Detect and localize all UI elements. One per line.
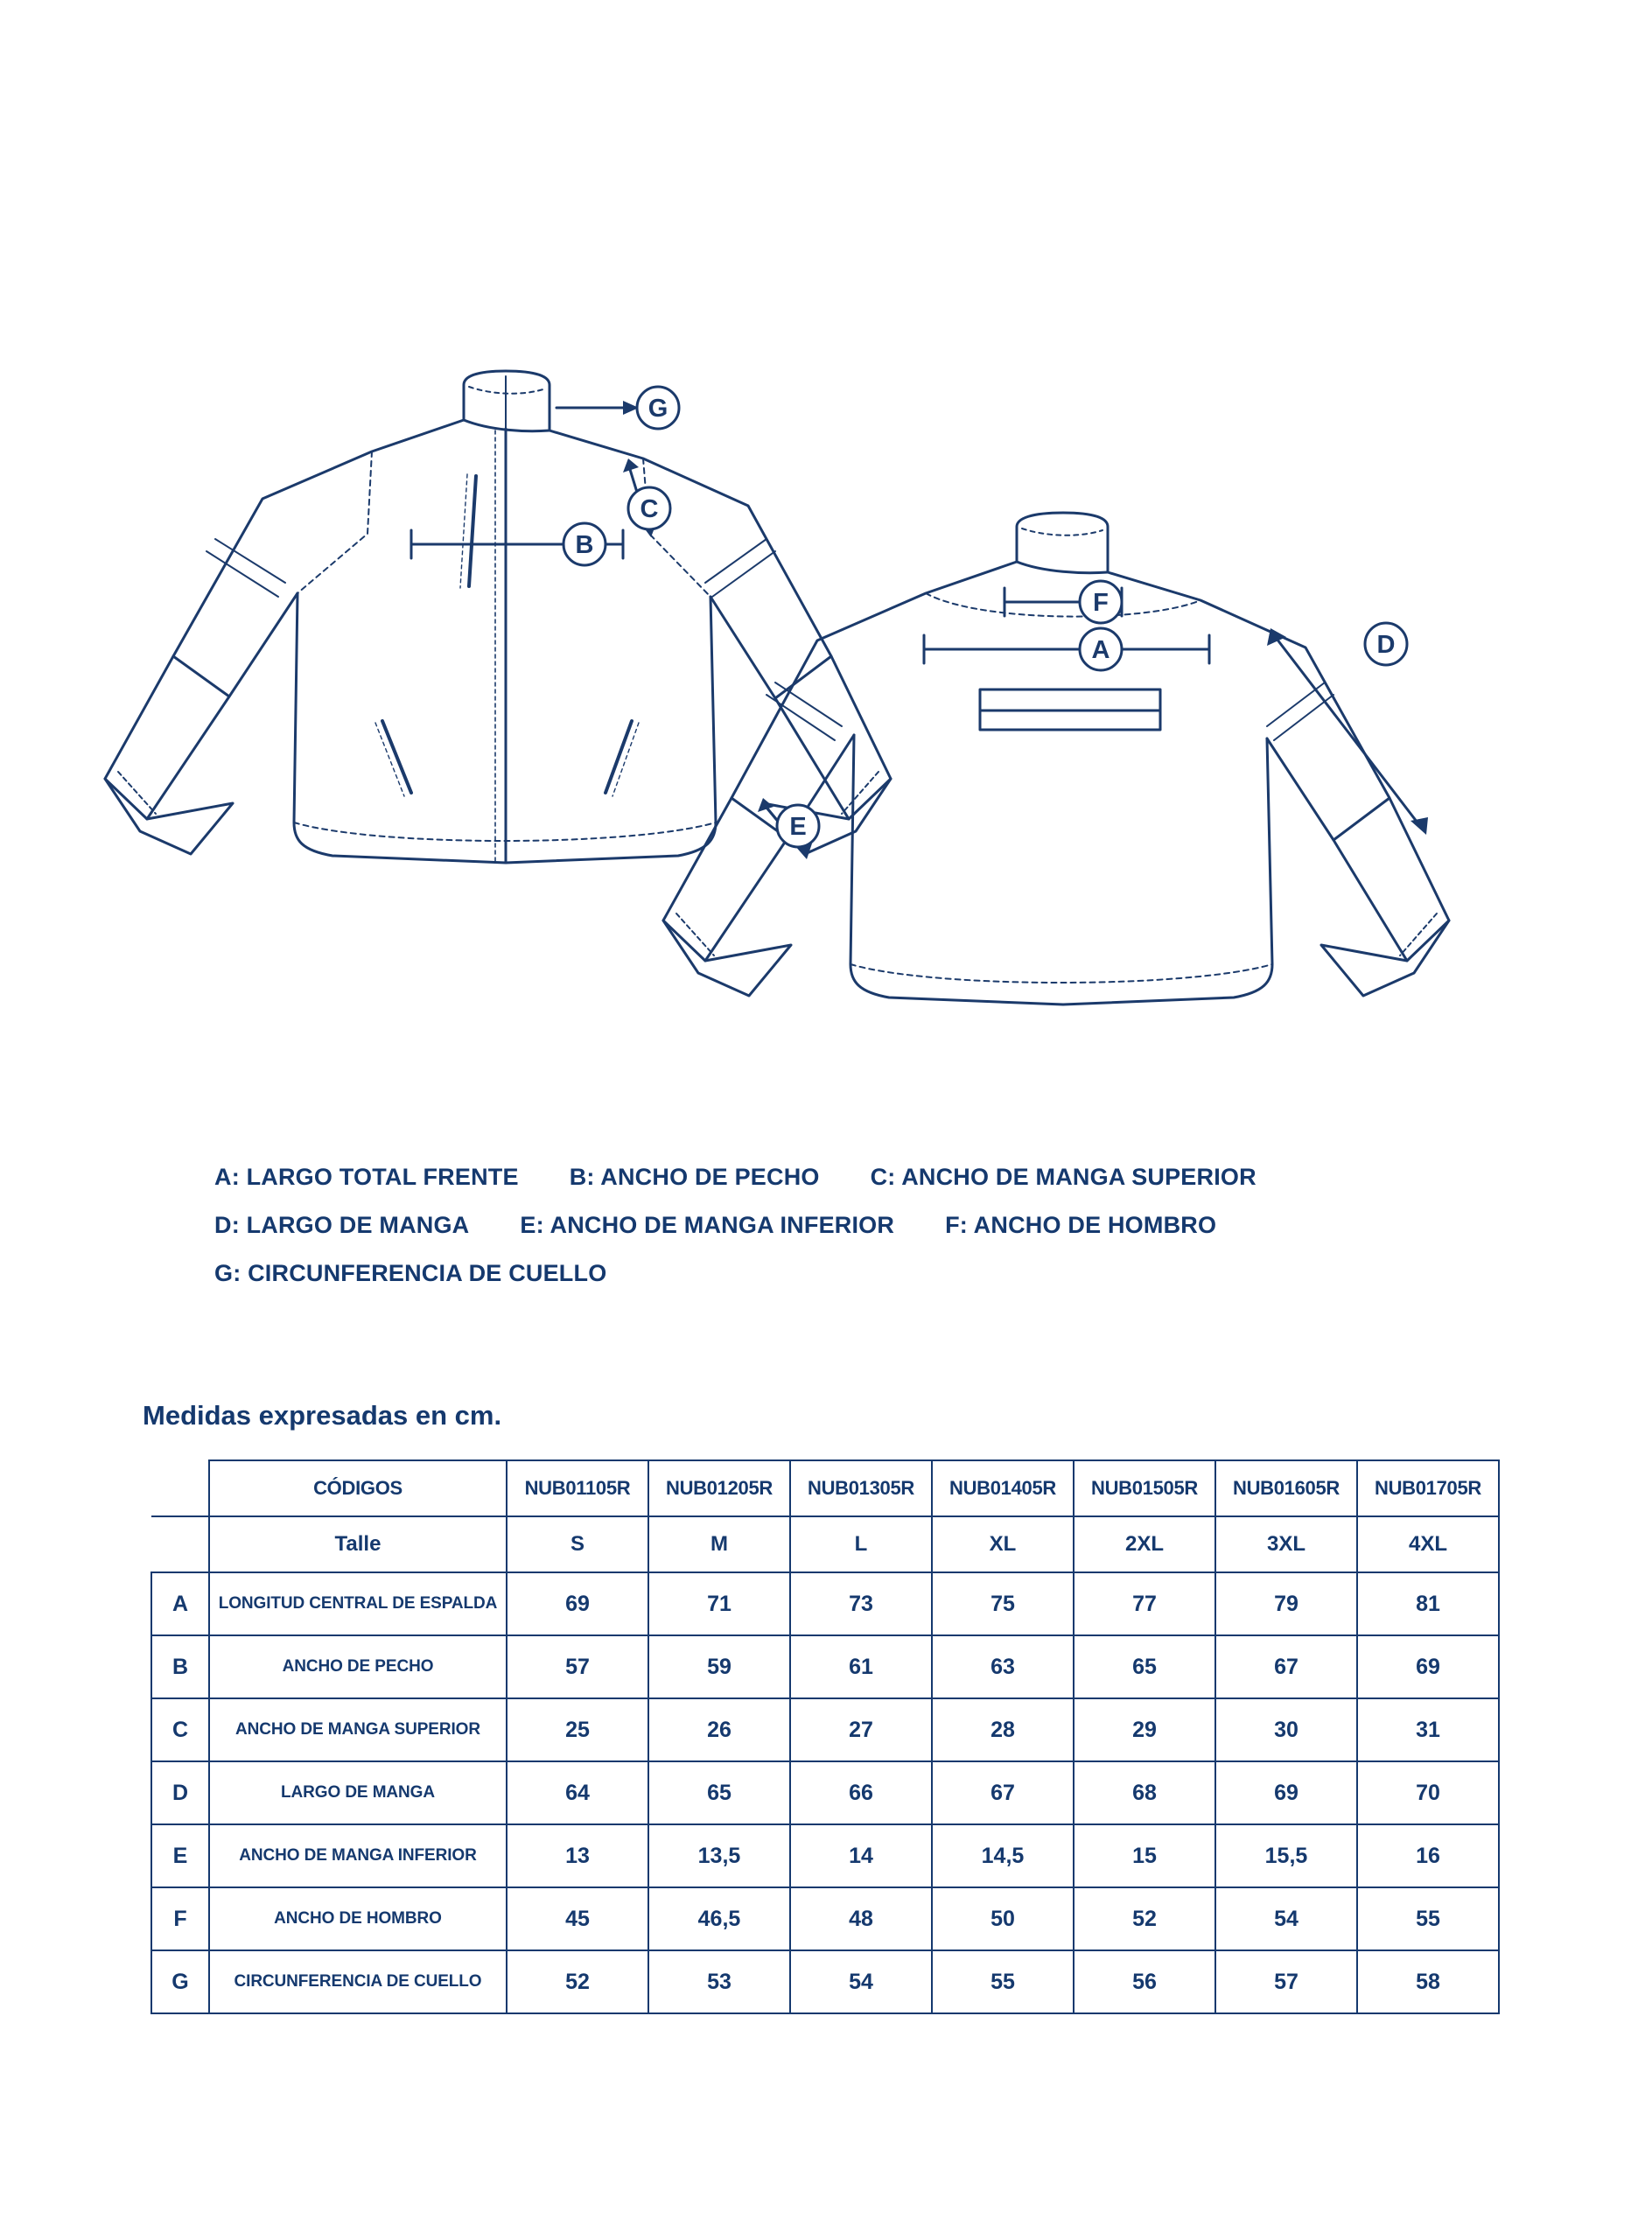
size-cell-4: 2XL [1074, 1516, 1215, 1572]
cell-D-M: 65 [648, 1761, 790, 1824]
code-cell-4: NUB01505R [1074, 1460, 1215, 1516]
row-letter-A: A [151, 1572, 209, 1635]
legend-item-f: F: ANCHO DE HOMBRO [945, 1212, 1217, 1238]
legend-row [214, 1212, 1457, 1239]
cell-F-S: 45 [507, 1887, 648, 1950]
cell-B-S: 57 [507, 1635, 648, 1698]
table-row [151, 1887, 1499, 1950]
row-letter-E: E [151, 1824, 209, 1887]
cell-E-M: 13,5 [648, 1824, 790, 1887]
cell-F-4XL: 55 [1357, 1887, 1499, 1950]
table-row [151, 1950, 1499, 2013]
code-cell-5: NUB01605R [1215, 1460, 1357, 1516]
legend-row [214, 1260, 1457, 1287]
size-cell-6: 4XL [1357, 1516, 1499, 1572]
corner-cell-2 [151, 1516, 209, 1572]
table-row [151, 1824, 1499, 1887]
cell-G-2XL: 56 [1074, 1950, 1215, 2013]
row-desc-A: LONGITUD CENTRAL DE ESPALDA [209, 1572, 507, 1635]
svg-text:A: A [1091, 636, 1110, 664]
table-row [151, 1635, 1499, 1698]
cell-C-2XL: 29 [1074, 1698, 1215, 1761]
cell-A-4XL: 81 [1357, 1572, 1499, 1635]
svg-text:F: F [1093, 589, 1109, 617]
cell-G-M: 53 [648, 1950, 790, 2013]
cell-F-XL: 50 [932, 1887, 1074, 1950]
size-cell-0: S [507, 1516, 648, 1572]
cell-D-XL: 67 [932, 1761, 1074, 1824]
cell-E-S: 13 [507, 1824, 648, 1887]
code-cell-2: NUB01305R [790, 1460, 932, 1516]
code-cell-0: NUB01105R [507, 1460, 648, 1516]
jacket-illustration [0, 368, 1652, 1120]
row-desc-F: ANCHO DE HOMBRO [209, 1887, 507, 1950]
row-desc-E: ANCHO DE MANGA INFERIOR [209, 1824, 507, 1887]
cell-C-3XL: 30 [1215, 1698, 1357, 1761]
cell-G-L: 54 [790, 1950, 932, 2013]
cell-C-4XL: 31 [1357, 1698, 1499, 1761]
cell-F-M: 46,5 [648, 1887, 790, 1950]
row-desc-B: ANCHO DE PECHO [209, 1635, 507, 1698]
legend-item-e: E: ANCHO DE MANGA INFERIOR [520, 1212, 895, 1238]
row-letter-D: D [151, 1761, 209, 1824]
corner-cell [151, 1460, 209, 1516]
cell-A-M: 71 [648, 1572, 790, 1635]
cell-B-XL: 63 [932, 1635, 1074, 1698]
cell-D-4XL: 70 [1357, 1761, 1499, 1824]
row-letter-C: C [151, 1698, 209, 1761]
legend-item-c: C: ANCHO DE MANGA SUPERIOR [870, 1164, 1256, 1190]
svg-text:C: C [640, 495, 659, 523]
row-desc-C: ANCHO DE MANGA SUPERIOR [209, 1698, 507, 1761]
cell-A-L: 73 [790, 1572, 932, 1635]
svg-text:E: E [789, 813, 807, 841]
code-cell-3: NUB01405R [932, 1460, 1074, 1516]
measure-legend [214, 1164, 1457, 1308]
cell-B-M: 59 [648, 1635, 790, 1698]
code-cell-1: NUB01205R [648, 1460, 790, 1516]
row-letter-G: G [151, 1950, 209, 2013]
size-cell-3: XL [932, 1516, 1074, 1572]
size-table-wrap [150, 1460, 1498, 2014]
cell-B-L: 61 [790, 1635, 932, 1698]
codes-label: CÓDIGOS [209, 1460, 507, 1516]
legend-item-a: A: LARGO TOTAL FRENTE [214, 1164, 519, 1190]
cell-G-S: 52 [507, 1950, 648, 2013]
cell-D-3XL: 69 [1215, 1761, 1357, 1824]
row-letter-B: B [151, 1635, 209, 1698]
table-heading: Medidas expresadas en cm. [143, 1400, 502, 1431]
row-desc-G: CIRCUNFERENCIA DE CUELLO [209, 1950, 507, 2013]
table-row-codes [151, 1460, 1499, 1516]
cell-B-2XL: 65 [1074, 1635, 1215, 1698]
cell-D-2XL: 68 [1074, 1761, 1215, 1824]
table-row [151, 1698, 1499, 1761]
cell-E-L: 14 [790, 1824, 932, 1887]
table-row-talle [151, 1516, 1499, 1572]
size-cell-2: L [790, 1516, 932, 1572]
row-desc-D: LARGO DE MANGA [209, 1761, 507, 1824]
cell-A-3XL: 79 [1215, 1572, 1357, 1635]
table-row [151, 1572, 1499, 1635]
legend-row [214, 1164, 1457, 1191]
svg-text:B: B [575, 531, 594, 559]
legend-item-g: G: CIRCUNFERENCIA DE CUELLO [214, 1260, 607, 1286]
cell-C-L: 27 [790, 1698, 932, 1761]
cell-B-3XL: 67 [1215, 1635, 1357, 1698]
cell-A-S: 69 [507, 1572, 648, 1635]
cell-E-4XL: 16 [1357, 1824, 1499, 1887]
cell-G-4XL: 58 [1357, 1950, 1499, 2013]
cell-A-2XL: 77 [1074, 1572, 1215, 1635]
cell-E-XL: 14,5 [932, 1824, 1074, 1887]
cell-G-XL: 55 [932, 1950, 1074, 2013]
legend-item-d: D: LARGO DE MANGA [214, 1212, 470, 1238]
cell-B-4XL: 69 [1357, 1635, 1499, 1698]
cell-A-XL: 75 [932, 1572, 1074, 1635]
front-measure-lines [411, 401, 812, 859]
size-cell-5: 3XL [1215, 1516, 1357, 1572]
code-cell-6: NUB01705R [1357, 1460, 1499, 1516]
cell-C-XL: 28 [932, 1698, 1074, 1761]
svg-text:G: G [648, 395, 668, 423]
svg-text:D: D [1376, 631, 1396, 659]
cell-G-3XL: 57 [1215, 1950, 1357, 2013]
size-table [150, 1460, 1500, 2014]
cell-C-M: 26 [648, 1698, 790, 1761]
cell-D-L: 66 [790, 1761, 932, 1824]
size-cell-1: M [648, 1516, 790, 1572]
talle-label: Talle [209, 1516, 507, 1572]
table-row [151, 1761, 1499, 1824]
legend-item-b: B: ANCHO DE PECHO [569, 1164, 820, 1190]
measure-markers [564, 387, 1407, 847]
cell-C-S: 25 [507, 1698, 648, 1761]
cell-D-S: 64 [507, 1761, 648, 1824]
cell-E-3XL: 15,5 [1215, 1824, 1357, 1887]
row-letter-F: F [151, 1887, 209, 1950]
cell-F-L: 48 [790, 1887, 932, 1950]
jacket-back-view [663, 513, 1449, 1004]
cell-F-3XL: 54 [1215, 1887, 1357, 1950]
jacket-front-view [105, 371, 891, 863]
cell-E-2XL: 15 [1074, 1824, 1215, 1887]
cell-F-2XL: 52 [1074, 1887, 1215, 1950]
